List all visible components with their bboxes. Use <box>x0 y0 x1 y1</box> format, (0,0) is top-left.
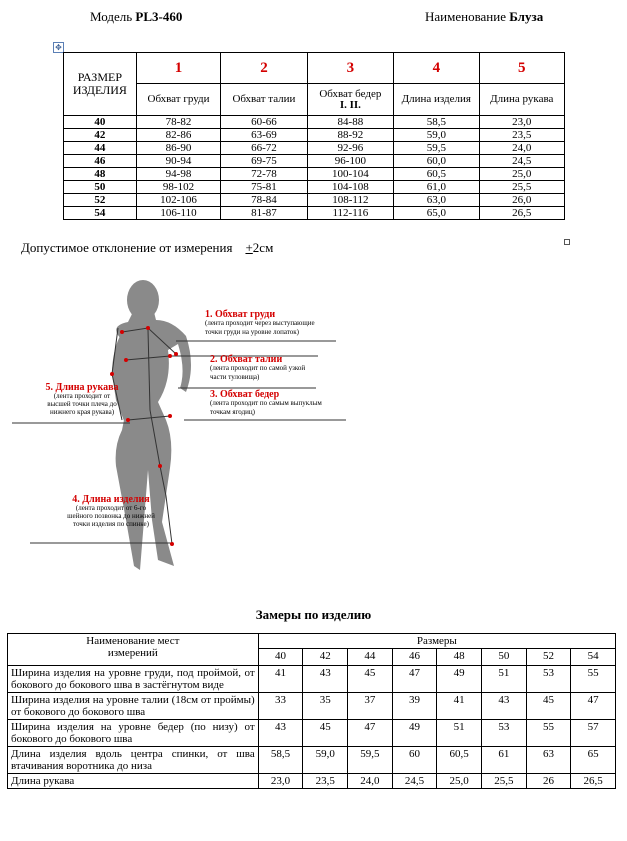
measurement-value: 49 <box>437 666 482 693</box>
size-value-cell: 25,5 <box>479 181 564 194</box>
measurement-value: 49 <box>392 720 437 747</box>
measurement-value: 63 <box>526 747 571 774</box>
size-value-cell: 94-98 <box>136 168 220 181</box>
product-name-value: Блуза <box>509 9 544 24</box>
model-line <box>90 9 182 25</box>
measurement-row <box>8 720 616 747</box>
measurement-value: 58,5 <box>258 747 303 774</box>
model-label: Модель <box>90 9 133 24</box>
size-table <box>63 52 565 220</box>
size-cell: 52 <box>64 194 137 207</box>
size-value-cell: 81-87 <box>221 207 307 220</box>
measurement-value: 43 <box>481 693 526 720</box>
measurement-label: Длина изделия вдоль центра спинки, от шва втачивания воротника до низа <box>8 747 259 774</box>
measurement-value: 45 <box>348 666 393 693</box>
column-number-5: 5 <box>479 53 564 84</box>
measurement-value: 35 <box>303 693 348 720</box>
measurement-value: 26 <box>526 774 571 789</box>
size-row <box>64 207 565 220</box>
size-header-cell: 46 <box>392 649 437 666</box>
size-value-cell: 61,0 <box>394 181 479 194</box>
size-value-cell: 88-92 <box>307 129 393 142</box>
measurement-label: Ширина изделия на уровне талии (18см от проймы) от бокового до бокового шва <box>8 693 259 720</box>
measurement-value: 24,0 <box>348 774 393 789</box>
size-value-cell: 78-84 <box>221 194 307 207</box>
size-header-cell: 44 <box>348 649 393 666</box>
measurement-value: 45 <box>303 720 348 747</box>
product-name-label: Наименование <box>425 9 506 24</box>
measurement-value: 53 <box>481 720 526 747</box>
size-value-cell: 65,0 <box>394 207 479 220</box>
measurement-value: 25,0 <box>437 774 482 789</box>
column-number-4: 4 <box>394 53 479 84</box>
measurement-value: 37 <box>348 693 393 720</box>
size-header-cell: 54 <box>571 649 616 666</box>
size-value-cell: 24,5 <box>479 155 564 168</box>
measurement-value: 65 <box>571 747 616 774</box>
size-value-cell: 59,0 <box>394 129 479 142</box>
size-header-cell: 48 <box>437 649 482 666</box>
measurement-row <box>8 747 616 774</box>
sizes-header: Размеры <box>258 634 615 649</box>
measurement-value: 57 <box>571 720 616 747</box>
measurement-value: 47 <box>571 693 616 720</box>
size-header-cell: 50 <box>481 649 526 666</box>
measurement-value: 61 <box>481 747 526 774</box>
size-row <box>64 194 565 207</box>
measurement-row <box>8 774 616 789</box>
measurement-value: 47 <box>392 666 437 693</box>
size-header-cell: 52 <box>526 649 571 666</box>
label-waist: 2. Обхват талии (лента проходит по самой узкой части туловища) <box>210 354 306 381</box>
measurement-value: 60,5 <box>437 747 482 774</box>
size-value-cell: 108-112 <box>307 194 393 207</box>
size-row <box>64 155 565 168</box>
size-value-cell: 59,5 <box>394 142 479 155</box>
size-cell: 48 <box>64 168 137 181</box>
size-value-cell: 23,5 <box>479 129 564 142</box>
model-value: PL3-460 <box>135 9 183 24</box>
measurement-value: 26,5 <box>571 774 616 789</box>
label-hips: 3. Обхват бедер (лента проходит по самым выпуклым точкам ягодиц) <box>210 389 322 416</box>
size-value-cell: 69-75 <box>221 155 307 168</box>
tolerance-value: 2см <box>252 240 274 255</box>
measurement-figure <box>0 270 370 580</box>
size-value-cell: 60,5 <box>394 168 479 181</box>
size-cell: 46 <box>64 155 137 168</box>
size-value-cell: 63,0 <box>394 194 479 207</box>
place-header: Наименование мест измерений <box>8 634 259 666</box>
size-value-cell: 26,0 <box>479 194 564 207</box>
column-number-1: 1 <box>136 53 220 84</box>
size-value-cell: 60-66 <box>221 116 307 129</box>
size-cell: 54 <box>64 207 137 220</box>
size-cell: 40 <box>64 116 137 129</box>
size-value-cell: 82-86 <box>136 129 220 142</box>
size-value-cell: 86-90 <box>136 142 220 155</box>
column-header-bust: Обхват груди <box>136 84 220 116</box>
measurements-table <box>7 633 616 789</box>
size-cell: 44 <box>64 142 137 155</box>
product-name-line <box>425 9 543 25</box>
size-value-cell: 58,5 <box>394 116 479 129</box>
measurement-label: Ширина изделия на уровне груди, под проймой, от бокового до бокового шва в застёгнутом виде <box>8 666 259 693</box>
size-value-cell: 66-72 <box>221 142 307 155</box>
column-number-2: 2 <box>221 53 307 84</box>
label-length: 4. Длина изделия (лента проходит от 6-го шейного позвонка до нижней точки изделия по спинке) <box>67 494 155 528</box>
measurement-value: 55 <box>571 666 616 693</box>
size-value-cell: 72-78 <box>221 168 307 181</box>
size-value-cell: 90-94 <box>136 155 220 168</box>
size-value-cell: 63-69 <box>221 129 307 142</box>
size-value-cell: 24,0 <box>479 142 564 155</box>
size-value-cell: 102-106 <box>136 194 220 207</box>
measurement-value: 51 <box>437 720 482 747</box>
measurement-value: 41 <box>258 666 303 693</box>
measurement-value: 41 <box>437 693 482 720</box>
size-value-cell: 84-88 <box>307 116 393 129</box>
measurement-value: 24,5 <box>392 774 437 789</box>
measurement-row <box>8 666 616 693</box>
size-value-cell: 25,0 <box>479 168 564 181</box>
column-number-3: 3 <box>307 53 393 84</box>
size-value-cell: 104-108 <box>307 181 393 194</box>
size-header-cell: 40 <box>258 649 303 666</box>
measurement-value: 55 <box>526 720 571 747</box>
measurement-value: 25,5 <box>481 774 526 789</box>
size-value-cell: 23,0 <box>479 116 564 129</box>
column-header-length: Длина изделия <box>394 84 479 116</box>
measurement-row <box>8 693 616 720</box>
size-value-cell: 100-104 <box>307 168 393 181</box>
measurement-value: 59,0 <box>303 747 348 774</box>
measurement-value: 51 <box>481 666 526 693</box>
column-header-waist: Обхват талии <box>221 84 307 116</box>
measurements-body <box>8 666 616 789</box>
tolerance-note: Допустимое отклонение от измерения +2см <box>21 240 274 255</box>
label-bust: 1. Обхват груди (лента проходит через выступающие точки груди на уровне лопаток) <box>205 309 315 336</box>
size-row <box>64 181 565 194</box>
measurements-title: Замеры по изделию <box>255 607 372 622</box>
label-sleeve: 5. Длина рукава (лента проходит от высшей точки плеча до нижнего края рукава) <box>45 382 119 416</box>
table-resize-handle[interactable] <box>564 239 570 245</box>
size-value-cell: 106-110 <box>136 207 220 220</box>
size-header-cell: 42 <box>303 649 348 666</box>
size-value-cell: 96-100 <box>307 155 393 168</box>
plus-minus-sign: + <box>245 240 253 255</box>
size-value-cell: 92-96 <box>307 142 393 155</box>
measurement-label: Ширина изделия на уровне бедер (по низу) от бокового до бокового шва <box>8 720 259 747</box>
size-row <box>64 129 565 142</box>
table-move-handle-icon[interactable]: ✥ <box>53 42 64 53</box>
column-header-sleeve: Длина рукава <box>479 84 564 116</box>
size-value-cell: 78-82 <box>136 116 220 129</box>
measurement-value: 43 <box>258 720 303 747</box>
measurement-value: 45 <box>526 693 571 720</box>
size-row <box>64 116 565 129</box>
measurement-value: 33 <box>258 693 303 720</box>
size-cell: 42 <box>64 129 137 142</box>
measurement-label: Длина рукава <box>8 774 259 789</box>
size-value-cell: 60,0 <box>394 155 479 168</box>
size-table-body <box>64 116 565 220</box>
measurement-value: 53 <box>526 666 571 693</box>
measurement-value: 39 <box>392 693 437 720</box>
size-cell: 50 <box>64 181 137 194</box>
size-value-cell: 75-81 <box>221 181 307 194</box>
measurement-value: 47 <box>348 720 393 747</box>
size-column-header: РАЗМЕР ИЗДЕЛИЯ <box>64 53 137 116</box>
size-value-cell: 98-102 <box>136 181 220 194</box>
size-value-cell: 26,5 <box>479 207 564 220</box>
size-value-cell: 112-116 <box>307 207 393 220</box>
measurement-value: 23,0 <box>258 774 303 789</box>
measurement-value: 59,5 <box>348 747 393 774</box>
size-row <box>64 168 565 181</box>
measurement-value: 43 <box>303 666 348 693</box>
column-header-hips: Обхват бедер I. II. <box>307 84 393 116</box>
size-row <box>64 142 565 155</box>
measurement-value: 60 <box>392 747 437 774</box>
measurement-value: 23,5 <box>303 774 348 789</box>
